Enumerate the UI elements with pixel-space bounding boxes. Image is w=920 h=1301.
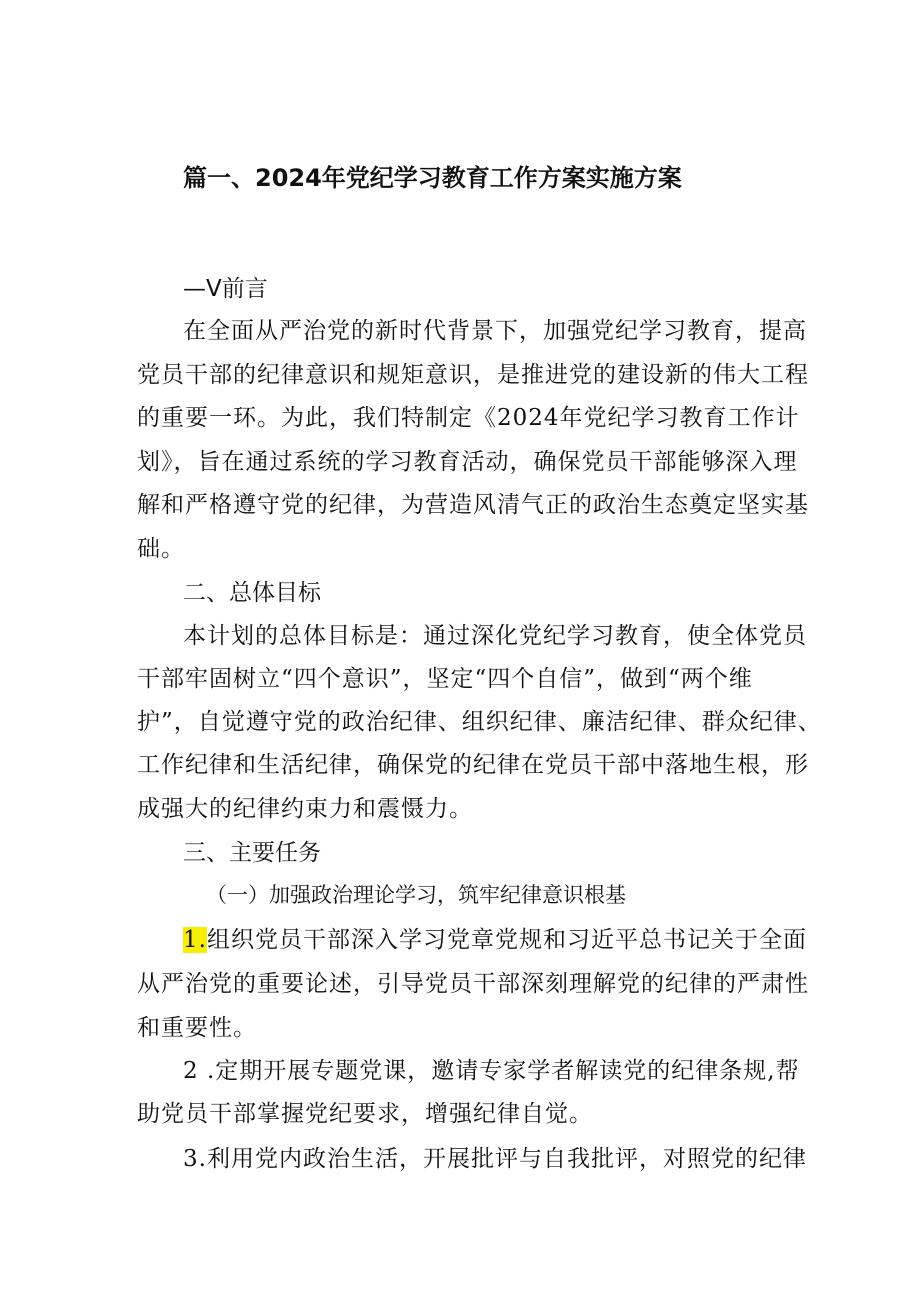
paragraph-line: 划》，旨在通过系统的学习教育活动，确保党员干部能够深入理 <box>137 449 798 475</box>
paragraph-line: 解和严格遵守党的纪律，为营造风清气正的政治生态奠定坚实基 <box>137 492 809 518</box>
document-title: 篇一、2024年党纪学习教育工作方案实施方案 <box>183 164 682 192</box>
paragraph-line: 本计划的总体目标是：通过深化党纪学习教育，使全体党员 <box>183 623 807 649</box>
list-item-number: 3. <box>183 1146 207 1172</box>
list-item-3-line <box>183 1140 807 1173</box>
paragraph-line: 护”，自觉遵守党的政治纪律、组织纪律、廉洁纪律、群众纪律、 <box>137 709 822 735</box>
paragraph-line: 党员干部的纪律意识和规矩意识，是推进党的建设新的伟大工程 <box>137 362 809 388</box>
section-heading-preface: —V前言 <box>183 276 268 302</box>
list-item-text: .定期开展专题党课，邀请专家学者解读党的纪律条规,帮 <box>198 1058 800 1084</box>
paragraph-line: 从严治党的重要论述，引导党员干部深刻理解党的纪律的严肃性 <box>137 971 809 997</box>
list-item-text: 组织党员干部深入学习党章党规和习近平总书记关于全面 <box>206 927 807 953</box>
paragraph-line: 的重要一环。为此，我们特制定《2024年党纪学习教育工作计 <box>137 405 800 431</box>
list-item-1-line <box>183 921 807 954</box>
paragraph-line: 成强大的纪律约束力和震慑力。 <box>137 796 473 822</box>
list-item-number: 2 <box>183 1058 199 1084</box>
highlighted-number: 1. <box>183 927 207 953</box>
paragraph-line: 础。 <box>137 536 185 562</box>
sub-heading: （一）加强政治理论学习，筑牢纪律意识根基 <box>206 883 626 907</box>
section-heading-goals: 二、总体目标 <box>183 580 321 606</box>
list-item-text: 利用党内政治生活，开展批评与自我批评，对照党的纪律 <box>206 1146 807 1172</box>
paragraph-line: 和重要性。 <box>137 1015 257 1041</box>
list-item-2-line <box>183 1052 800 1085</box>
paragraph-line: 干部牢固树立“四个意识”，坚定“四个自信”，做到“两个维 <box>137 666 753 692</box>
paragraph-line: 在全面从严治党的新时代背景下，加强党纪学习教育，提高 <box>183 318 807 344</box>
paragraph-line: 助党员干部掌握党纪要求，增强纪律自觉。 <box>137 1101 593 1127</box>
paragraph-line: 工作纪律和生活纪律，确保党的纪律在党员干部中落地生根，形 <box>137 752 809 778</box>
section-heading-tasks: 三、主要任务 <box>183 840 321 866</box>
